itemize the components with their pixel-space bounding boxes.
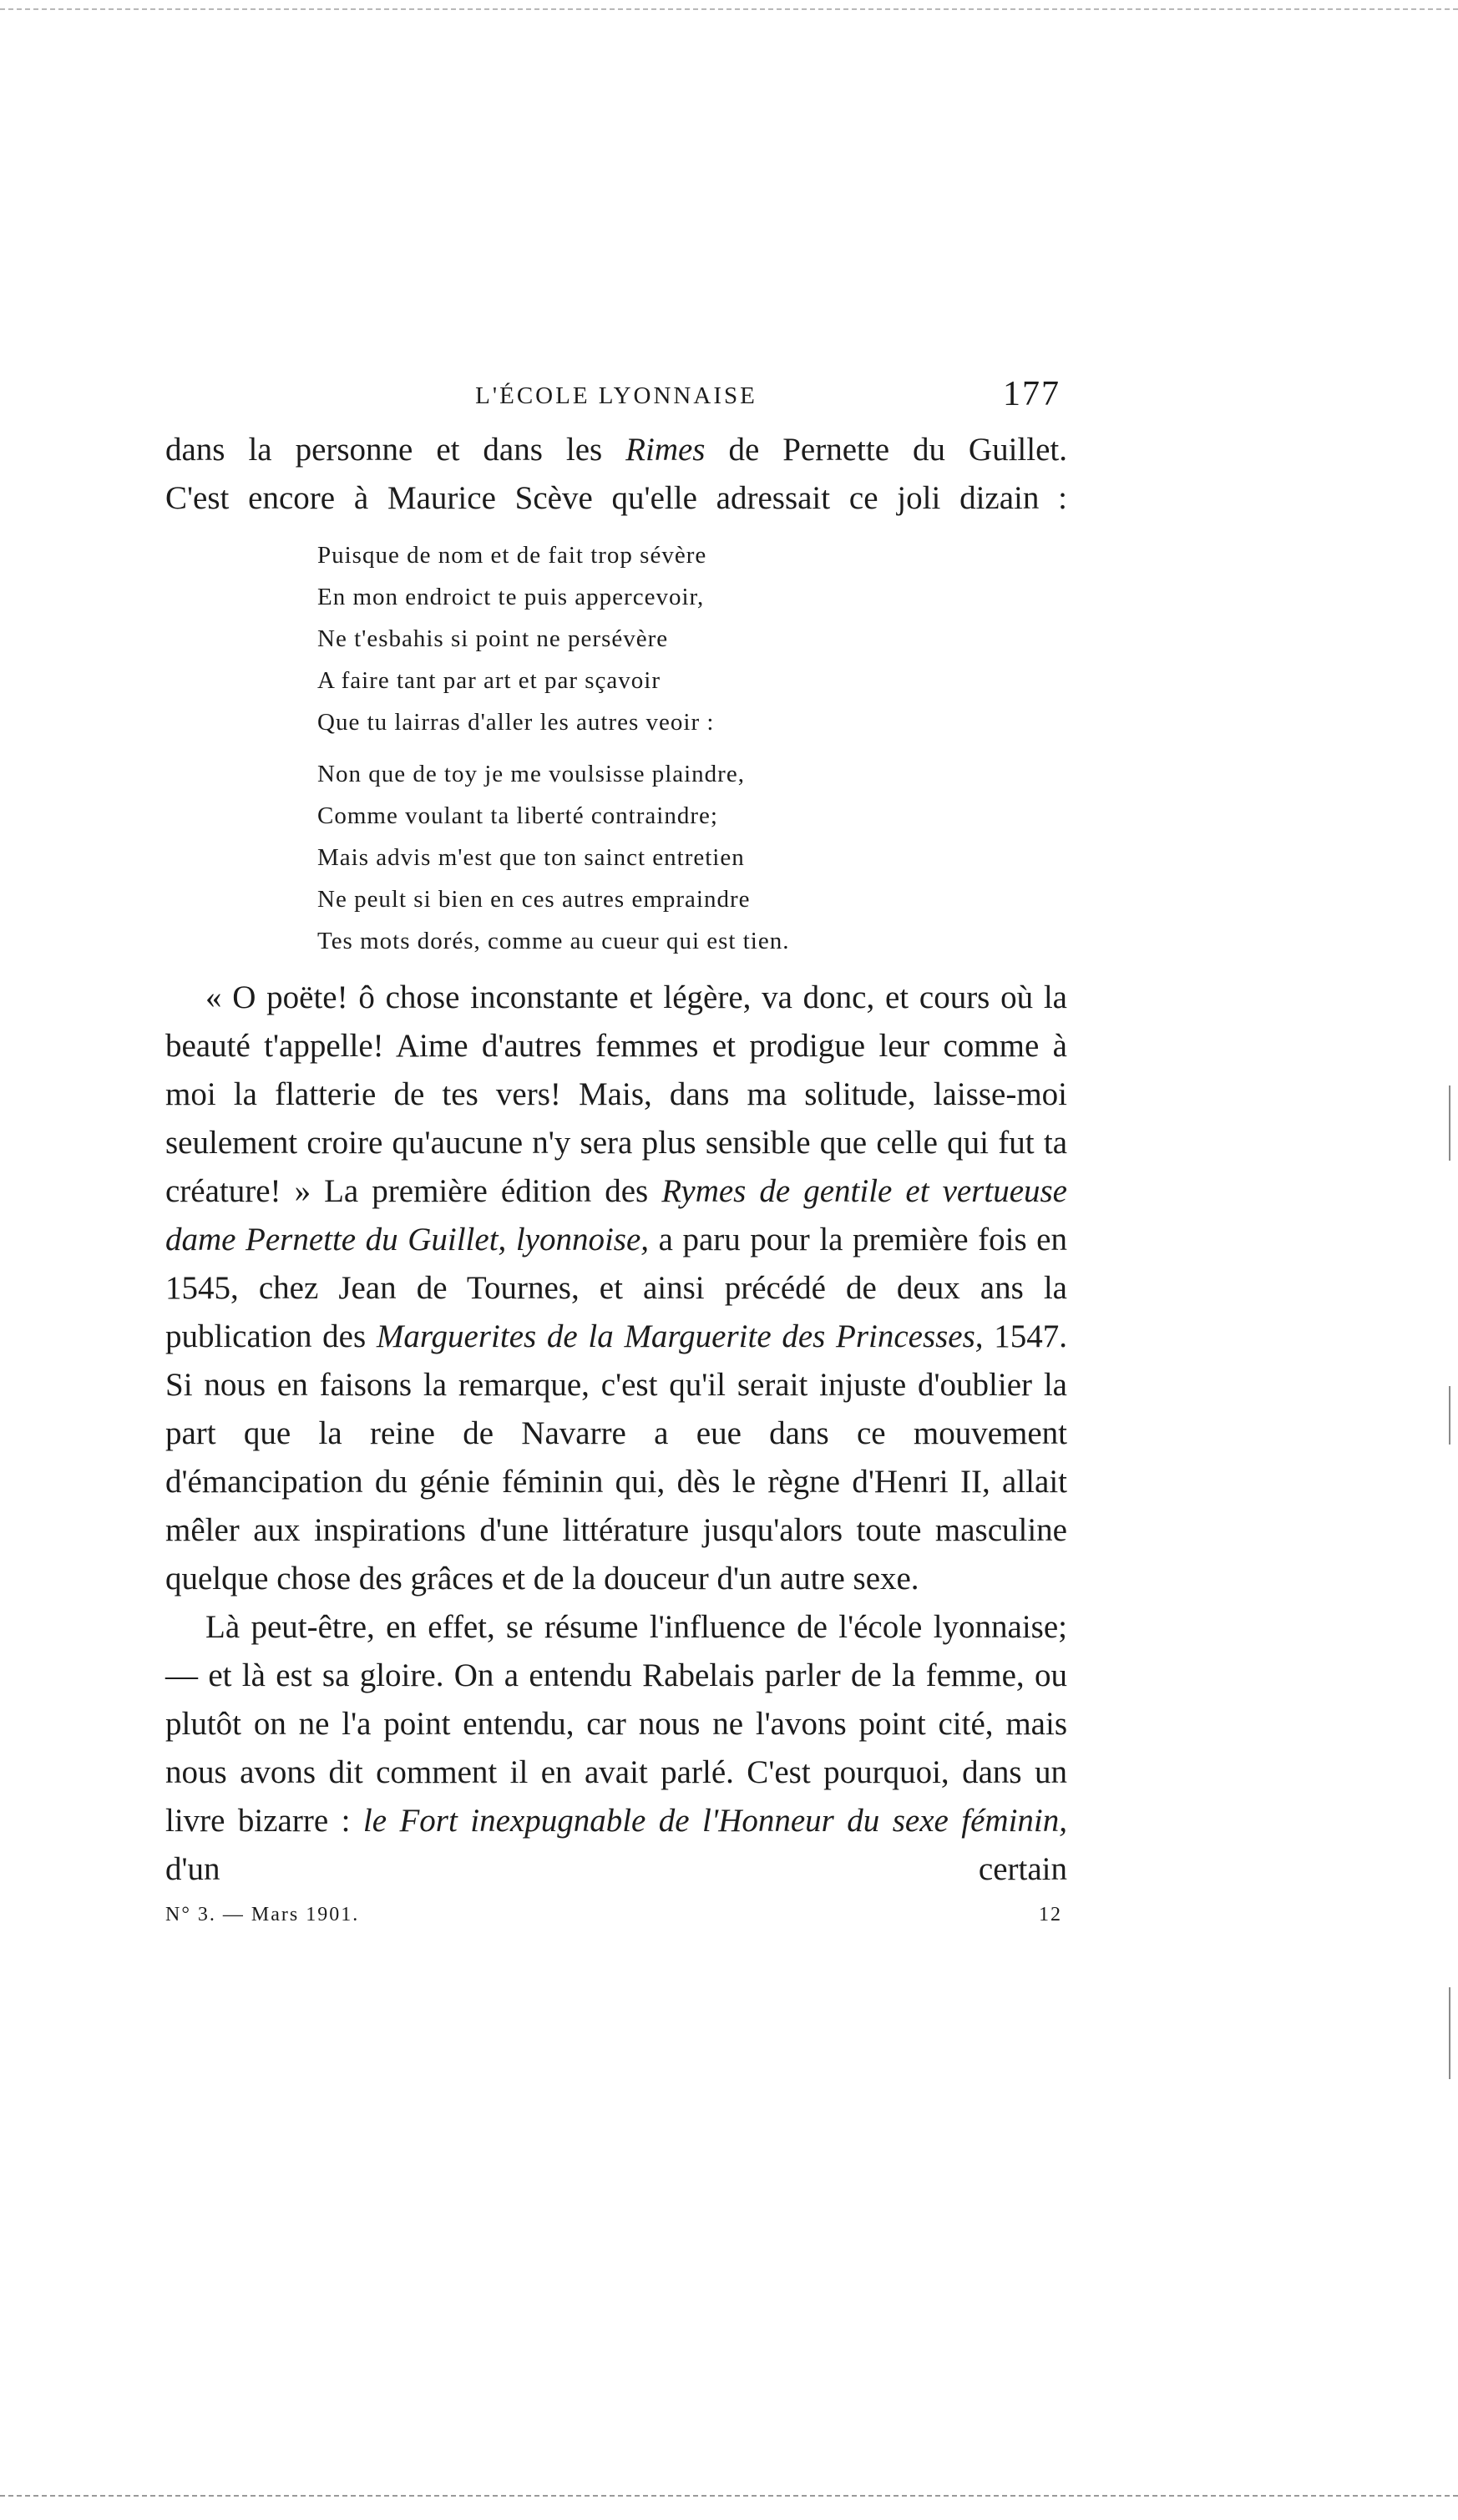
- intro-text: [165, 426, 1067, 523]
- book-title-fort-inexpugnable: le Fort inexpugnable de l'Honneur du sexe féminin,: [362, 1803, 1068, 1839]
- margin-mark: [1449, 1386, 1450, 1445]
- poem-verse: A faire tant par art et par sçavoir: [317, 667, 661, 694]
- poem-verse: Ne t'esbahis si point ne persévère: [317, 625, 669, 652]
- paragraph-text-run: d'un certain: [165, 1851, 1067, 1887]
- running-title: L'ÉCOLE LYONNAISE: [475, 382, 757, 409]
- intro-text-run: de Pernette du Guillet.: [705, 432, 1068, 468]
- body-paragraph-3: [165, 1603, 1067, 1894]
- book-title-rymes: Rymes de gentile et vertueuse dame Pernette du Guillet, lyonnoise,: [165, 1173, 1067, 1257]
- issue-mark: N° 3. — Mars 1901.: [165, 1904, 360, 1925]
- poem-verse: Comme voulant ta liberté contraindre;: [317, 802, 718, 829]
- paragraph-text-run: 1547. Si nous en faisons la remarque, c'est qu'il serait injuste d'oublier la part que la reine de Navarre a eue dans ce mouvement d'émancipation du génie féminin qui, dès le règne d'Henri II, allait mêler aux inspirations d'une littérature jusqu'alors toute masculine quelque chose des grâces et de la douceur d'un autre sexe.: [165, 1318, 1068, 1597]
- poem-verse: Que tu lairras d'aller les autres veoir :: [317, 709, 715, 736]
- paragraph-text-run: « O poëte! ô chose inconstante et légère, va donc, et cours où la beauté t'appelle! Aime d'autres femmes et prodigue leur comme à moi la flatterie de tes vers! Mais, dans ma solitude, laisse-moi seulement croire qu'aucune n'y sera plus sensible que celle qui fut ta créature! » La première édition des: [165, 979, 1067, 1209]
- poem-verse: Ne peult si bien en ces autres empraindre: [317, 886, 751, 913]
- bottom-scan-edge: [0, 2495, 1458, 2502]
- book-title-marguerites: Marguerites de la Marguerite des Princesses,: [376, 1318, 984, 1354]
- sheet-number: 12: [1039, 1904, 1062, 1925]
- poem-verse: Tes mots dorés, comme au cueur qui est tien.: [317, 928, 790, 954]
- margin-mark: [1449, 1987, 1450, 2079]
- poem-verse: Non que de toy je me voulsisse plaindre,: [317, 761, 745, 787]
- intro-text-run: dans la personne et dans les: [165, 432, 626, 468]
- page-number: 177: [1003, 375, 1061, 413]
- body-paragraph-2: [165, 974, 1067, 1603]
- running-head: [165, 367, 1067, 426]
- paragraph-text-run: Là peut-être, en effet, se résume l'influence de l'école lyonnaise; — et là est sa gloire. On a entendu Rabelais parler de la femme, ou plutôt on ne l'a point entendu, car nous ne l'avons point cité, mais nous avons dit comment il en avait parlé. C'est pourquoi, dans un livre bizarre :: [165, 1609, 1067, 1839]
- book-page: [165, 367, 1067, 1941]
- poem-stanza-1: [317, 534, 1067, 743]
- dizain-poem: [317, 534, 1067, 962]
- paragraph-text-run: a paru pour la première fois en 1545, chez Jean de Tournes, et ainsi précédé de deux ans la publication des: [165, 1222, 1067, 1354]
- poem-stanza-2: [317, 753, 1067, 962]
- poem-verse: Mais advis m'est que ton sainct entretien: [317, 844, 745, 871]
- margin-mark: [1449, 1085, 1450, 1161]
- poem-verse: En mon endroict te puis appercevoir,: [317, 584, 705, 610]
- body-text: [165, 974, 1067, 1894]
- intro-line-1: [165, 426, 1067, 474]
- signature-line: [165, 1899, 1067, 1941]
- top-scan-edge: [0, 8, 1458, 15]
- intro-title-rimes: Rimes: [625, 432, 706, 468]
- poem-verse: Puisque de nom et de fait trop sévère: [317, 542, 707, 569]
- intro-line-2: C'est encore à Maurice Scève qu'elle adressait ce joli dizain :: [165, 480, 1067, 516]
